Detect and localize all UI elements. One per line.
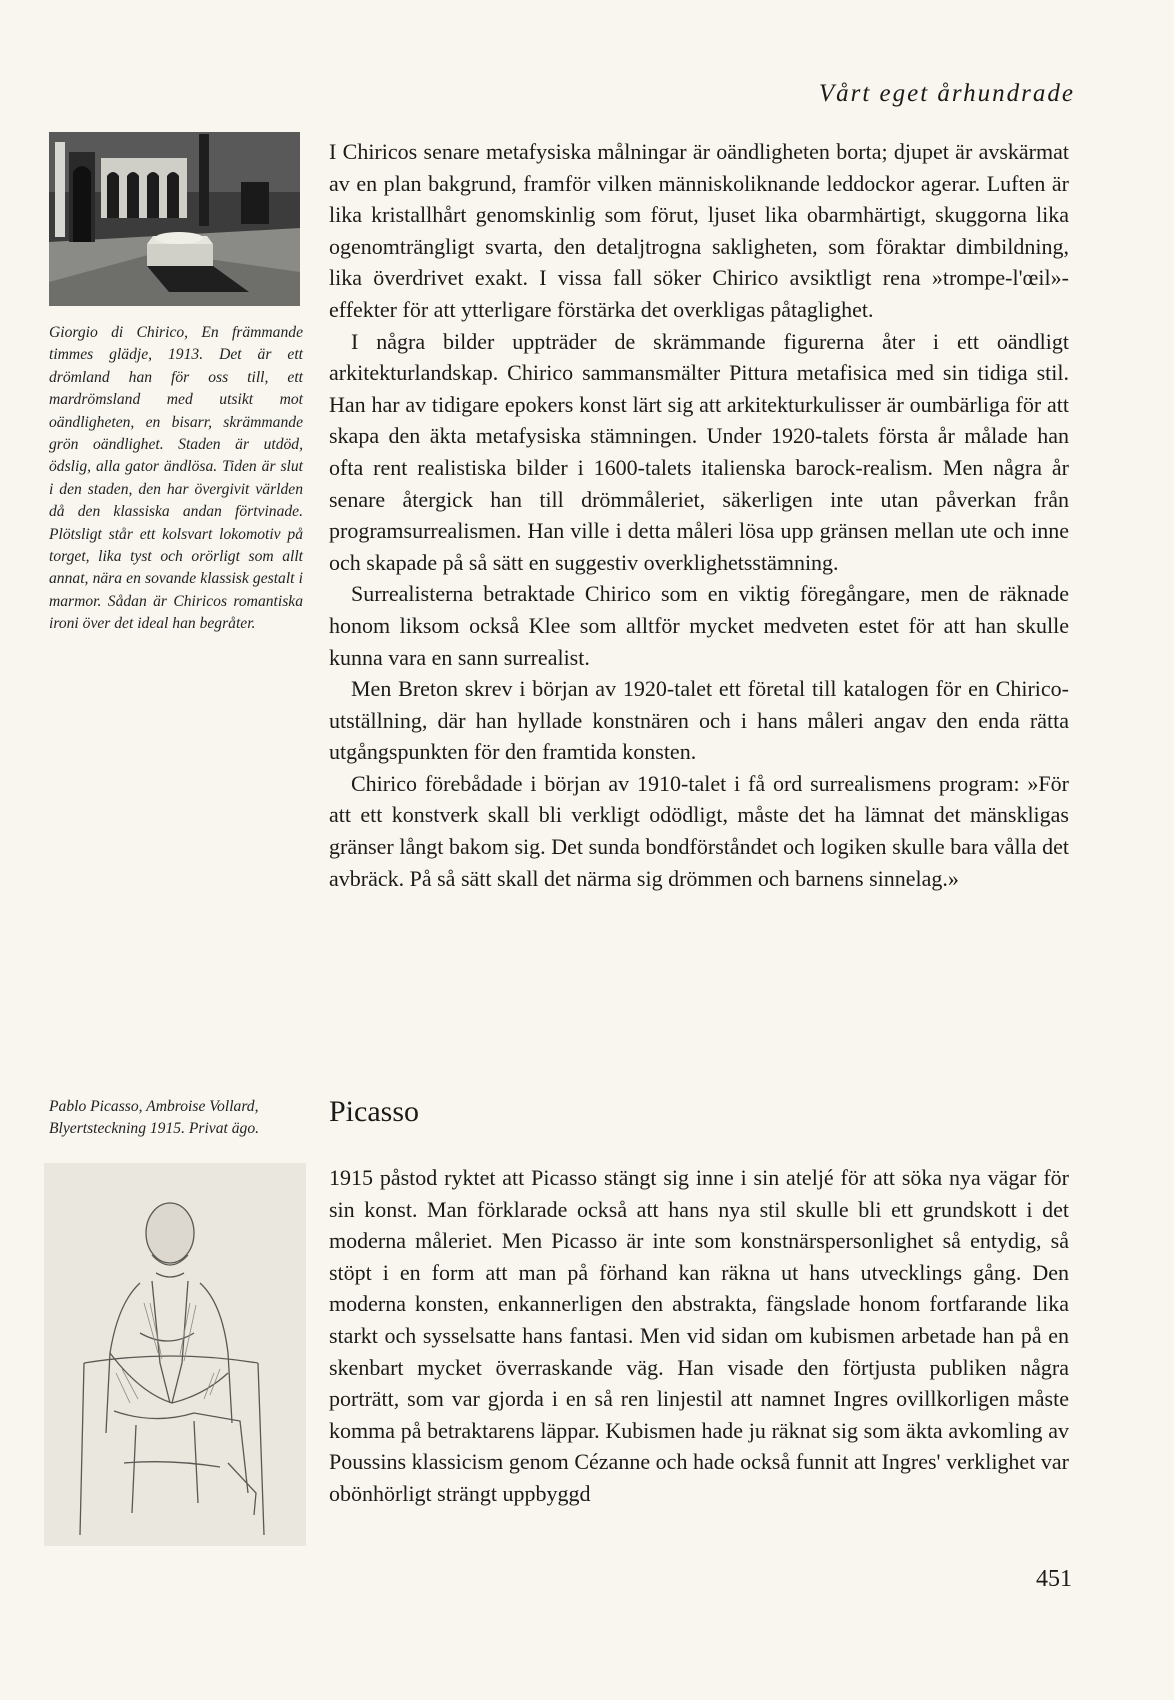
paragraph: Men Breton skrev i början av 1920-talet ett företal till katalogen för en Chirico-utställning, där han hyllade konstnären och i hans måleri angav den enda rätta utgångspunkten för den framtida konsten. xyxy=(329,676,1069,765)
chirico-painting-image xyxy=(49,132,300,306)
paragraph: 1915 påstod ryktet att Picasso stängt sig inne i sin ateljé för att söka nya vägar för sin konst. Man förklarade också att hans nya stil skulle bli ett grundskott i det moderna måleriet. Men Picasso är inte som konstnärspersonlighet så entydig, så stöpt i en form att man på förhand kan räkna ut hans utvecklings gång. Den moderna konsten, enkannerligen den abstrakta, fängslade honom fortfarande lika starkt och sysselsatte hans fantasi. Men vid sidan om kubismen arbetade han på en skenbart mycket överraskande väg. Han visade den förtjusta publiken några porträtt, som var gjorda i en så ren linjestil att namnet Ingres ovillkorligen måste komma på betraktarens läppar. Kubismen hade ju räknat sig som äkta avkomling av Poussins klassicism genom Cézanne och hade också funnit att Ingres' verklighet var obönhörligt strängt uppbyggd xyxy=(329,1165,1069,1506)
section2-body xyxy=(329,1162,1069,1510)
running-head: Vårt eget århundrade xyxy=(818,80,1075,107)
picasso-drawing-illustration xyxy=(44,1163,306,1546)
figure2-caption: Pablo Picasso, Ambroise Vollard, Blyertsteckning 1915. Privat ägo. xyxy=(49,1098,260,1138)
chirico-painting-illustration xyxy=(49,132,300,306)
paragraph: I Chiricos senare metafysiska målningar är oändligheten borta; djupet är avskärmat av en plan bakgrund, framför vilken människoliknande leddockor agerar. Luften är lika kristallhårt genomskinlig som förut, ljuset lika obarmhärtigt, skuggorna lika ogenomträngligt svarta, den detaljtrogna sakligheten, som föraktar dimbildning, lika överdrivet exakt. I vissa fall söker Chirico avsiktligt rena »trompe-l'œil»-effekter för att ytterligare förstärka det overkligas påtaglighet. xyxy=(329,139,1069,322)
section1-body xyxy=(329,136,1069,894)
section-heading: Picasso xyxy=(329,1095,419,1128)
paragraph: I några bilder uppträder de skrämmande figurerna åter i ett oändligt arkitekturlandskap. Chirico sammansmälter Pittura metafisica med sin tidiga stil. Han har av tidigare epokers konst lärt sig att arkitekturkulisser är oumbärliga för att skapa den äkta metafysiska stämningen. Under 1920-talets första år målade han ofta rent realistiska bilder i 1600-talets italienska barock-realism. Men några år senare återgick han till drömmåleriet, säkerligen inte utan påverkan från programsurrealismen. Han ville i detta måleri lösa upp gränsen mellan ute och inne och skapade på så sätt en suggestiv overklighetsstämning. xyxy=(329,328,1069,575)
paragraph: Surrealisterna betraktade Chirico som en viktig föregångare, men de räknade honom liksom också Klee som alltför mycket medveten estet för att han skulle kunna vara en sann surrealist. xyxy=(329,581,1069,670)
figure1-caption: Giorgio di Chirico, En främmande timmes glädje, 1913. Det är ett drömland han för oss till, ett mardrömsland med utsikt mot oändligheten, en bisarr, skrämmande grön oändlighet. Staden är utdöd, ödslig, alla gator ändlösa. Tiden är slut i den staden, den har övergivit världen då den klassiska andan förtvinade. Plötsligt står ett kolsvart lokomotiv på torget, lika tyst och orörligt som allt annat, nära en sovande klassisk gestalt i marmor. Sådan är Chiricos romantiska ironi över det ideal han begråter. xyxy=(49,324,303,633)
paragraph: Chirico förebådade i början av 1910-talet i få ord surrealismens program: »För att ett konstverk skall bli verkligt odödligt, måste det ha lämnat det mänskligas gränser långt bakom sig. Det sunda bondförståndet och logiken skulle bara vålla det avbräck. På så sätt skall det närma sig drömmen och barnens sinnelag.» xyxy=(329,770,1069,891)
picasso-drawing-image xyxy=(44,1163,306,1546)
page-number: 451 xyxy=(1036,1566,1072,1592)
